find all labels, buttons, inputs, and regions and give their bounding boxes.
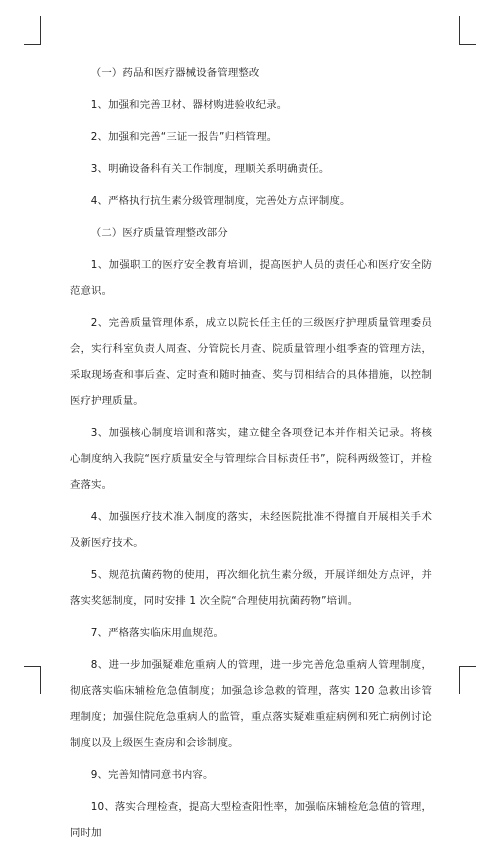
paragraph-item: 8、进一步加强疑难危重病人的管理，进一步完善危急重病人管理制度，彻底落实临床辅检危急值制度；加强急诊急救的管理，落实 120 急救出诊管理制度；加强住院危急重病人的监管，重点落实疑难重症病例和死亡病例讨论制度以及上级医生查房和会诊制度。	[70, 659, 432, 749]
crop-mark-top-right-horizontal	[459, 44, 476, 45]
paragraph-item: 10、落实合理检查，提高大型检查阳性率，加强临床辅检危急值的管理，同时加	[70, 801, 432, 839]
paragraph-item: 1、加强职工的医疗安全教育培训，提高医护人员的责任心和医疗安全防范意识。	[70, 259, 432, 297]
paragraph-item: 7、严格落实临床用血规范。	[90, 627, 225, 639]
paragraph-item: 1、加强和完善卫材、器材购进验收纪录。	[90, 99, 288, 111]
paragraph-item: 5、规范抗菌药物的使用，再次细化抗生素分级，开展详细处方点评，并落实奖惩制度，同时安排 1 次全院“合理使用抗菌药物”培训。	[70, 569, 432, 607]
crop-mark-bottom-left-vertical	[40, 666, 41, 694]
document-body	[70, 60, 432, 852]
paragraph-item: 2、加强和完善“三证一报告”归档管理。	[90, 131, 278, 143]
paragraph-item: 3、加强核心制度培训和落实，建立健全各项登记本并作相关记录。将核心制度纳入我院“医疗质量安全与管理综合目标责任书”，院科两级签订，并检查落实。	[70, 427, 432, 491]
paragraph-item: 4、加强医疗技术准入制度的落实，未经医院批准不得擅自开展相关手术及新医疗技术。	[70, 511, 432, 549]
crop-mark-top-left-horizontal	[24, 44, 41, 45]
paragraph-item: 3、明确设备科有关工作制度，理顺关系明确责任。	[90, 163, 330, 175]
paragraph-item: 9、完善知情同意书内容。	[90, 769, 214, 781]
paragraph-item: 2、完善质量管理体系，成立以院长任主任的三级医疗护理质量管理委员会，实行科室负责人周查、分管院长月查、院质量管理小组季查的管理方法，采取现场查和事后查、定时查和随时抽查、奖与罚相结合的具体措施，以控制医疗护理质量。	[70, 317, 432, 407]
section-heading-drugs-equipment: （一）药品和医疗器械设备管理整改	[90, 67, 260, 79]
crop-mark-bottom-right-vertical	[459, 666, 460, 694]
crop-mark-top-left-vertical	[40, 16, 41, 44]
crop-mark-bottom-right-horizontal	[459, 666, 476, 667]
crop-mark-bottom-left-horizontal	[24, 666, 41, 667]
crop-mark-top-right-vertical	[459, 16, 460, 44]
paragraph-item: 4、严格执行抗生素分级管理制度，完善处方点评制度。	[90, 195, 351, 207]
section-heading-medical-quality: （二）医疗质量管理整改部分	[90, 227, 228, 239]
